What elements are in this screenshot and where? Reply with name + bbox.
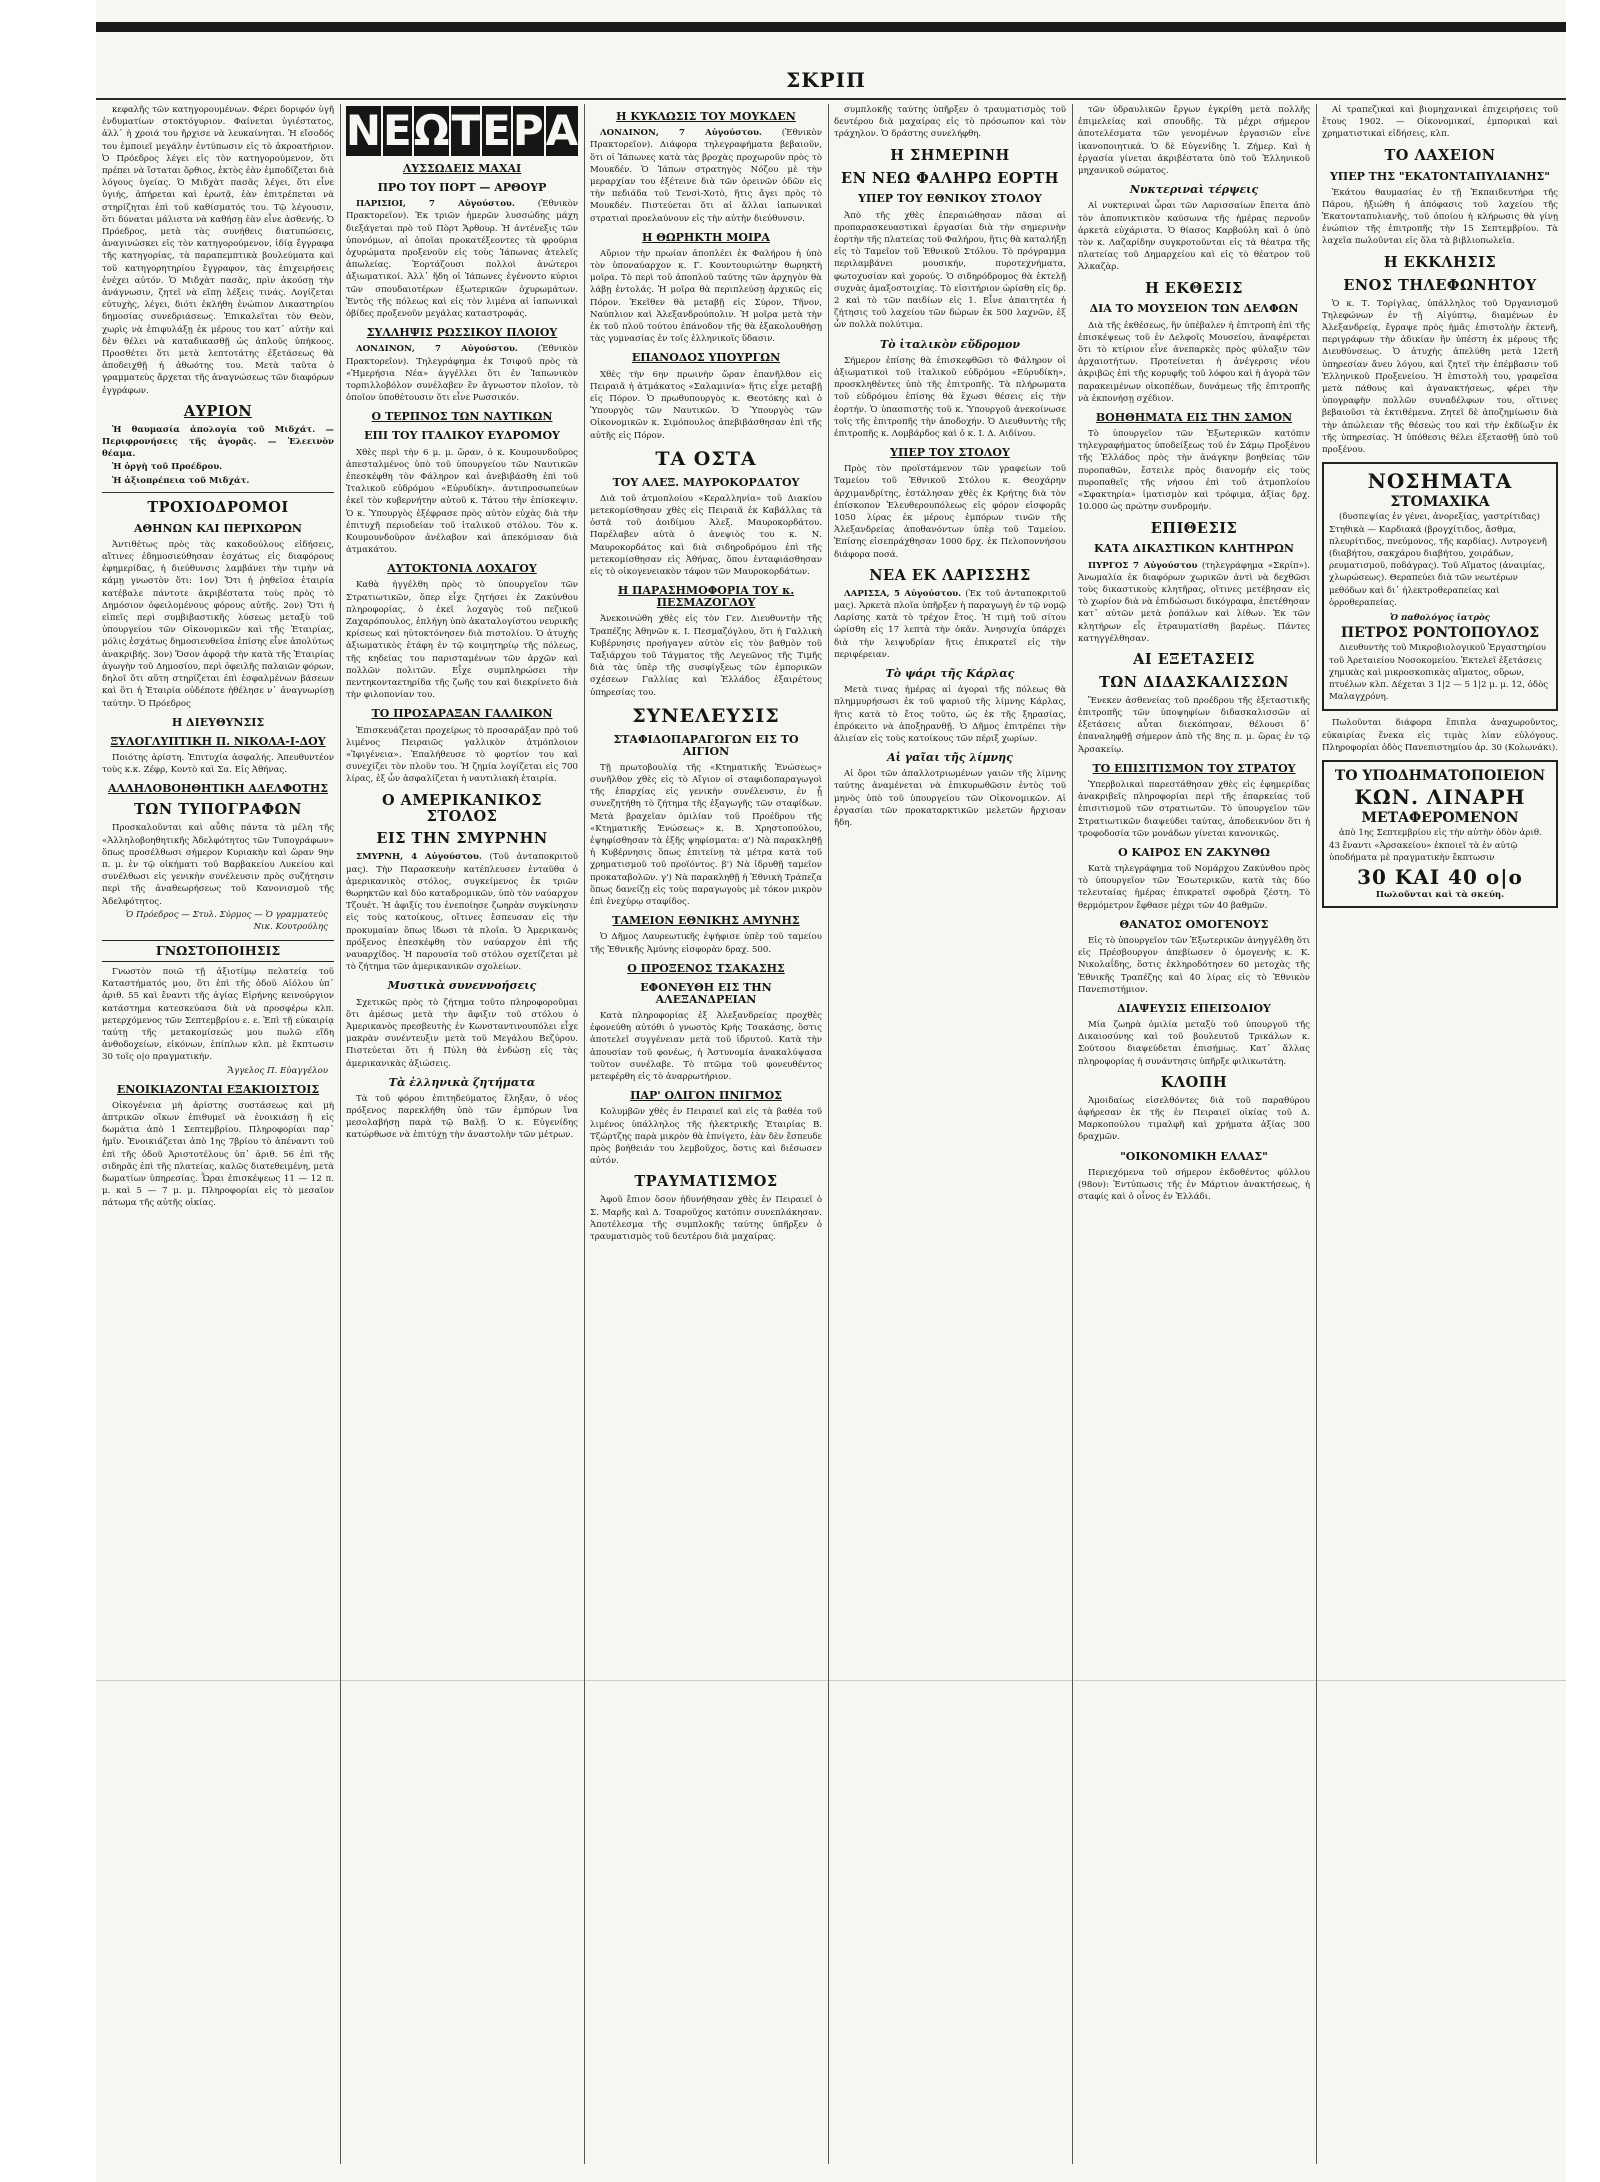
article-text: Ποιότης ἀρίστη. Ἐπιτυχία ἀσφαλής. Ἀπευθυντέον τοὺς κ.κ. Ζέφρ, Κοντὸ καὶ Σα. Εἰς Ἀθήνας. (102, 752, 334, 776)
article-text: Αὔριον τὴν πρωίαν ἀποπλέει ἐκ Φαλήρου ἡ ὑπὸ τὸν ὑποναύαρχον κ. Γ. Κουντουριώτην θωρηκτὴ μοῖρα. Τὸ περὶ τοῦ ἀποπλοῦ ταύτης τῶν ἀρχηγὸν θὰ λάβῃ ἐντολάς. Ἡ μοῖρα θὰ περιπλεύσῃ ἀρχικῶς εἰς Πόρον. Ἐκεῖθεν θὰ μεταβῇ εἰς Σύρον, Τῆνον, Ναύπλιον καὶ Ἀλεξανδρούπολιν. Ἡ μοῖρα μετὰ τὴν ἐκ τοῦ πλοῦ τούτου ἐπάνοδον τῆς θὰ ἐξακολουθήσῃ τὰς γυμνασίας ἐν τοῖς ἑλληνικοῖς ὕδασιν. (590, 248, 822, 345)
column-6 (1322, 104, 1558, 2164)
ad-headline: ΝΟΣΗΜΑΤΑ (1367, 469, 1513, 494)
top-rule (96, 22, 1566, 32)
article-headline: ΥΠΕΡ ΤΟΥ ΣΤΟΛΟΥ (890, 446, 1010, 460)
article-headline: ΑΛΛΗΛΟΒΟΗΘΗΤΙΚΗ ΑΔΕΛΦΟΤΗΣ (108, 782, 328, 796)
article-headline: ΛΥΣΣΩΔΕΙΣ ΜΑΧΑΙ (402, 162, 522, 175)
title-letter: Ε (383, 106, 412, 155)
article-headline: Ο ΑΜΕΡΙΚΑΝΙΚΟΣ ΣΤΟΛΟΣ (381, 791, 543, 825)
article-text: Προσκαλοῦνται καὶ αὖθις πάντα τὰ μέλη τῆς «Ἀλληλοβοηθητικῆς Ἀδελφότητος τῶν Τυπογράφων» ὅπως προσέλθωσι σήμερον Κυριακὴν καὶ ὥραν 9ην π. μ. ἐν τῷ οἰκήματι τοῦ Βαρβακείου Λυκείου καὶ συνέλθωσι εἰς γενικὴν συνέλευσιν πρὸς συζήτησιν περὶ τῆς ἀναθεωρήσεως τοῦ Κανονισμοῦ τῆς Ἀδελφότητος. (102, 823, 334, 907)
column-3 (590, 104, 822, 2164)
column-separator (340, 104, 341, 2164)
column-separator (828, 104, 829, 2164)
article-subheadline: ΠΡΟ ΤΟΥ ΠΟΡΤ — ΑΡΘΟΥΡ (377, 181, 547, 195)
title-letter: Ω (413, 106, 450, 155)
ad-subheadline: ΜΕΤΑΦΕΡΟΜΕΝΟΝ (1361, 810, 1519, 827)
article-text: Ἡ θαυμασία ἀπολογία τοῦ Μιδχάτ. — Περιφρονήσεις τῆς ἀγορᾶς. — Ἐλεεινὸν θέαμα. (102, 424, 334, 460)
article-text: Ὁ Δῆμος Λαυρεωτικῆς ἐψήφισε ὑπὲρ τοῦ ταμείου τῆς Ἐθνικῆς Ἀμύνης εἰσφορὰν δραχ. 500. (590, 932, 822, 955)
article-headline: ΔΙΑΨΕΥΣΙΣ ΕΠΕΙΣΟΔΙΟΥ (1117, 1001, 1271, 1015)
article-text: (Ἐθνικὸν Πρακτορεῖον). Ἐκ τριῶν ἡμερῶν λυσσώδης μάχη διεξάγεται πρὸ τοῦ Πὸρτ Ἄρθουρ. Ἡ ἀντένεξις τῶν ὑπονόμων, αἱ ὁποῖαι προκατέξεοντες τὰ φρούρια ὁχυρώματα προξενοῦν εἰς τοὺς Ἰάπωνας ἀτελεῖς ἀπωλείας. Ἑορτάζουσι πολλοὶ ἀνώτεροι ἀξιωματικοί. Ἀλλ᾽ ἤδη οἱ Ἰάπωνες ἐγένοντο κύριοι τῶν σπουδαιοτέρων ἐξωτερικῶν ὀχυρωμάτων. Ἐντὸς τῆς πόλεως καὶ εἰς τὸν λιμένα αἱ ἰαπωνικαὶ ὀβίδες προξενοῦν μεγάλας καταστροφάς. (346, 199, 578, 320)
article-text: Κατὰ τηλεγράφημα τοῦ Νομάρχου Ζακύνθου πρὸς τὸ ὑπουργεῖον τῶν Ἐσωτερικῶν, κατὰ τὰς δύο τελευταίας ἡμέρας ἐπικρατεῖ σφοδρὰ ζέστη. Τὸ θερμόμετρον ἔφθασε μέχρι τῶν 40 βαθμῶν. (1078, 864, 1310, 911)
column-separator (1316, 104, 1317, 2164)
article-text: Ἀμοιδαίως εἰσελθόντες διὰ τοῦ παραθύρου ἀφήρεσαν ἐκ τῆς ἐν Πειραιεῖ οἰκίας τοῦ Δ. Μαρκοπούλου τιμαλφῆ καὶ χρήματα ἀξίας 300 δραχμῶν. (1078, 1095, 1310, 1143)
column-separator (584, 104, 585, 2164)
article-text: (Ἐθνικὸν Πρακτορεῖον). Τηλεγράφημα ἐκ Τσιφοῦ πρὸς τὰ «Ἡμερήσια Νέα» ἀγγέλλει ὅτι ἐν Ἰαπωνικὸν τορπιλλοβόλον συνέλαβεν ἓν ἄγνωστον πλοῖον, τὸ ὁποῖον ὑποθέτουσιν ὅτι εἶνε Ρωσσικόν. (346, 344, 578, 404)
article-text: (Τοῦ ἀνταποκριτοῦ μας). Τὴν Παρασκευὴν κατέπλευσεν ἐνταῦθα ὁ ἀμερικανικὸς στόλος, συγκείμενος ἐκ τριῶν θωρηκτῶν καὶ δύο καταδρομικῶν, ὑπὸ τὸν ναύαρχον Τζουέτ. Ἡ ἀφιξίς του ἐνεποίησε ζωηρὰν συγκίνησιν εἰς τοὺς κατοίκους, οἵτινες ἔσπευσαν εἰς τὴν προκυμαίαν ὅπως ἴδωσι τὰ πλοῖα. Ὁ Ἀμερικανὸς πρόξενος ἐπεσκέφθη τὸν ναύαρχον ἐπὶ τῆς ναυαρχίδος. Ἡ παρουσία τοῦ στόλου σχετίζεται μὲ τὸ ζήτημα τῶν ἀμερικανικῶν σχολείων. (346, 852, 578, 973)
ad-text: (δυσπεψίας ἐν γένει, ἀνορεξίας, γαστρίτιδας) Στηθικὰ — Καρδιακά (βρογχίτιδος, ἄσθμα, πλευρίτιδος, πνεύμονος, τῆς καρδίας). Λυτρογενῆ (διαβήτου, σακχάρου διαβήτου, χοιράδων, ρευματισμοῦ, ποδάγρας). Τοῦ Αἵματος (ἀναιμίας, χλωρώσεως). Θεραπεύει διὰ τῶν νεωτέρων μεθόδων καὶ δι᾽ ἠλεκτροθεραπείας καὶ ὁρροθεραπείας. (1329, 512, 1547, 608)
medical-advertisement (1322, 462, 1558, 711)
article-headline: ΕΠΙΘΕΣΙΣ (1150, 519, 1238, 537)
article-subheadline: Αἱ γαῖαι τῆς λίμνης (887, 751, 1013, 765)
newspaper-page (96, 0, 1566, 2182)
article-subheadline: ΕΙΣ ΤΗΝ ΣΜΥΡΝΗΝ (376, 830, 548, 848)
signature: Ἄγγελος Π. Εὐαγγέλου (227, 1065, 328, 1076)
article-headline: ΤΑΜΕΙΟΝ ΕΘΝΙΚΗΣ ΑΜΥΝΗΣ (612, 914, 800, 928)
article-subheadline: ΕΠΙ ΤΟΥ ΙΤΑΛΙΚΟΥ ΕΥΔΡΟΜΟΥ (364, 429, 560, 443)
article-headline: ΚΛΟΠΗ (1160, 1073, 1228, 1091)
column-5 (1078, 104, 1310, 2164)
article-subheadline: ΕΦΟΝΕΥΘΗ ΕΙΣ ΤΗΝ ΑΛΕΞΑΝΔΡΕΙΑΝ (640, 980, 772, 1006)
signature: Ὁ Πρόεδρος — Στυλ. Σύρμος — Ὁ γραμματεὺς Νικ. Κουτρούλης (125, 909, 328, 932)
article-headline: ΑΥΤΟΚΤΟΝΙΑ ΛΟΧΑΓΟΥ (387, 562, 537, 576)
article-text: Κατὰ πληροφορίας ἐξ Ἀλεξανδρείας προχθὲς ἐφονεύθη αὐτόθι ὁ γνωστὸς Κρὴς Τσακάσης, ὃστις ἀποτελεῖ συγγένειαν μετὰ τοῦ ἰδρυτοῦ. Κατὰ τὴν ἀπουσίαν τοῦ φονέως, ἡ Ἀστυνομία ἀνακαλύψασα τοῦτον συνέλαβε. Τὸ πτῶμα τοῦ φονευθέντος μετεφέρθη εἰς τὸ ἀναρρωτήριον. (590, 1011, 822, 1083)
article-headline: Η ΘΩΡΗΚΤΗ ΜΟΙΡΑ (642, 230, 770, 244)
article-subheadline: Μυστικὰ συνεννοήσεις (387, 979, 537, 993)
article-headline: Ο ΤΕΡΠΝΟΣ ΤΩΝ ΝΑΥΤΙΚΩΝ (371, 410, 553, 424)
article-text: Περιεχόμενα τοῦ σήμερον ἐκδοθέντος φύλλου (98ον): Ἐντύπωσις τῆς ἐν Μάρτιον ἀνακτήσεως, ἡ σταφίς καὶ ὁ οἶνος ἐν Ἑλλάδι. (1078, 1167, 1310, 1203)
article-headline: ΕΝΟΙΚΙΑΖΟΝΤΑΙ ΕΞΑΚΙΟΙΣΤΟΙΣ (116, 1082, 320, 1096)
article-text: Ἡ ἀξιοπρέπεια τοῦ Μιδχάτ. (112, 475, 250, 486)
article-headline: Η ΕΚΘΕΣΙΣ (1145, 279, 1243, 297)
title-letter: Τ (451, 106, 481, 155)
article-headline: Ο ΚΑΙΡΟΣ ΕΝ ΖΑΚΥΝΘΩ (1118, 845, 1270, 859)
article-text: Κολυμβῶν χθὲς ἐν Πειραιεῖ καὶ εἰς τὰ βαθέα τοῦ λιμένος ὑπάλληλος τῆς ἠλεκτρικῆς Ἑταιρίας Β. Τζώρτζης παρὰ μικρὸν θὰ ἐπνίγετο, ἐὰν δὲν ἔσπευδε πρὸς βοήθειάν του λεμβοῦχος, ὅστις καὶ διέσωσεν αὐτόν. (590, 1107, 822, 1167)
ad-label: Ὁ παθολόγος ἰατρὸς (1389, 612, 1490, 623)
article-subheadline: ΤΩΝ ΤΥΠΟΓΡΑΦΩΝ (134, 801, 302, 819)
article-text: Ἕνεκεν ἀσθενείας τοῦ προέδρου τῆς ἐξεταστικῆς ἐπιτροπῆς τῶν ὑποψηφίων διδασκαλισσῶν αἱ ἐξετάσεις αὗται διεκόπησαν, θέλουσι δ᾽ ἐπαναληφθῇ σήμερον ἀπὸ τῆς 8ης π. μ. ὥρας ἐν τῷ Ἀρσακείῳ. (1078, 695, 1310, 755)
article-headline: ΤΡΑΥΜΑΤΙΣΜΟΣ (634, 1173, 778, 1191)
article-text: Ὁ κ. Τ. Τορίγλας, ὑπάλληλος τοῦ Ὀργανισμοῦ Τηλεφώνων ἐν τῇ Αἰγύπτῳ, διαμένων ἐν Ἀλεξανδρείᾳ, ἔγραψε πρὸς ἡμᾶς ἐπιστολὴν ἐκτενῆ, περιγράφων τὴν ἀδικίαν ἣν ὑπέστη ἐκ μέρους τῆς Διευθύνσεως. Ὁ ἀτυχὴς ἀπελύθη μετὰ 12ετῆ ὑπηρεσίαν ἄνευ λόγου, καὶ ζητεῖ τὴν ἐπέμβασιν τοῦ Ἑλληνικοῦ Προξενείου. Ἡ ἐπιστολὴ του, γραφεῖσα μετὰ πάθους καὶ ἀγανακτήσεως, φέρει τὴν ὑπογραφὴν πολλῶν συναδέλφων του, οἵτινες βεβαιοῦσι τὰ ἐκτιθέμενα. Ζητεῖ δὲ ἀποζημίωσιν διὰ τὴν ἀπώλειαν τῆς θέσεώς του καὶ τὴν ἐκδίωξιν ἐκ τῆς ὑπηρεσίας. Ἡ ὑπόθεσις θέλει ἐξετασθῇ ὑπὸ τοῦ προξένου. (1322, 298, 1558, 455)
article-text: Ἐπισκευάζεται προχείρως τὸ προσαράξαν πρὸ τοῦ λιμένος Πειραιῶς γαλλικὸν ἀτμόπλοιον «Ἰφιγένεια». Ἐπαλήθευσε τὸ φορτίον του καὶ συνεχίζει τὸν πλοῦν του. Ἡ ζημία λογίζεται εἰς 700 λίρας, ἐξ ὧν ἀσφαλίζεται ἡ ναυτιλιακὴ ἑταιρία. (346, 725, 578, 785)
article-text: Τὸ ὑπουργεῖον τῶν Ἐξωτερικῶν κατόπιν τηλεγραφήματος ὑποδείξεως τοῦ ἐν Σάμῳ Προξένου τῆς Ἑλλάδος πρὸς τὴν ἀνάγκην βοηθείας τῶν πυροπαθῶν, ἔστειλε πρὸς διανομὴν εἰς τοὺς πυροπαθεῖς τῆς νήσου ἐπὶ τοῦ ἀτμοπλοίου «Σφακτηρία» ἰματισμὸν καὶ τρόφιμα, ἀξίας δρχ. 10.000 ὡς πρώτην συνδρομήν. (1078, 429, 1310, 513)
title-letter: Ε (482, 106, 511, 155)
article-text: Αἱ νυκτεριναὶ ὧραι τῶν Λαρισσαίων ἔπειτα ἀπὸ τὸν ἀποπνικτικὸν καύσωνα τῆς ἡμέρας περνοῦν ἀρκετὰ εὐχάριστα. Ὁ θίασος Καρβούλη καὶ ὁ ὑπὸ τὸν κ. Λαζαρίδην συγκροτοῦνται εἰς τὰ θέατρα τῆς πλατείας τοῦ Δημαρχείου καὶ εἰς τὸ θέατρον τοῦ Ἀλκαζὰρ. (1078, 201, 1310, 273)
column-separator (1072, 104, 1073, 2164)
article-subheadline: ΑΘΗΝΩΝ ΚΑΙ ΠΕΡΙΧΩΡΩΝ (134, 521, 302, 535)
article-text: Αἱ τραπεζικαὶ καὶ βιομηχανικαὶ ἐπιχειρήσεις τοῦ ἔτους 1902. — Οἰκονομικαί, ἐμπορικαὶ καὶ χρηματιστικαὶ εἰδήσεις, κλπ. (1322, 105, 1558, 140)
article-text: Οἰκογένεια μὴ ἀρίστης συστάσεως καὶ μὴ ἀπτρικῶν οἴκων ἐπιθυμεῖ νὰ ἐνοικιάσῃ ἢ εἰς δωμάτια ἀπὸ 1 Σεπτεμβρίου. Πληροφορίαι παρ᾽ ἡμῖν. Ἐνοικιάζεται ἀπὸ 1ης 7βρίου τὸ ἀπέναντι τοῦ ἐπὶ τῆς ὁδοῦ Ἀριστοτέλους ὑπ᾽ ἀριθ. 56 ἐπὶ τῆς σιδηρᾶς ἐπὶ τῆς πλατείας, καλῶς διατεθειμένη, μετὰ δωματίων ὑπηρεσίας. Ὧραι ἐπισκέψεως 11 — 12 π. μ. καὶ 5 — 7 μ. μ. Πληροφορίαι εἰς τὸ μεσαῖον πάτωμα τῆς αὐτῆς οἰκίας. (102, 1100, 334, 1209)
article-text: Ἀντιθέτως πρὸς τὰς κακοδούλους εἰδήσεις, αἵτινες ἐδημοσιεύθησαν ἐσχάτως εἰς διαφόρους ἐφημερίδας, ἡ διεύθυνσις λαμβάνει τὴν τιμὴν νὰ κάμῃ γνωστὸν ὅτι: 1ον) Ὅτι ἡ ῥηθεῖσα ἑταιρία κατέβαλε πάντοτε ἀκριβέστατα τοὺς πρὸς τὸ Δημόσιον ὀφειλομένους φόρους αὐτῆς. 2ον) Ὅτι ἡ εἰπεῖς περὶ συμβιβαστικῆς λύσεως μεταξὺ τοῦ ὑπουργείου τῶν Οἰκονομικῶν καὶ τῆς Ἑταιρίας, μόλις ἐσχάτως δημοσιευθεῖσα ἐπίσης εἶνε ἀπολύτως ἀνακριβής. 3ον) Ὅσον ἀφορᾷ τὴν κατὰ τῆς Ἑταιρίας ἀγωγὴν τοῦ Δημοσίου, περὶ ὀφειλῆς παλαιῶν φόρων, δηλοῖ ὅτι αὕτη στηρίζεται ἐπὶ ἐσφαλμένων βάσεων καὶ ὅτι ἡ Ἑταιρία οὐδέποτε ἠθέλησε ν᾽ ἀναγνωρίσῃ ταύτην. Ὁ Πρόεδρος (102, 539, 334, 709)
article-text: Σχετικῶς πρὸς τὸ ζήτημα τοῦτο πληροφοροῦμαι ὅτι ἀμέσως μετὰ τὴν ἄφιξιν τοῦ στόλου ὁ Ἀμερικανὸς πρεσβευτὴς ἐν Κωνσταντινουπόλει εἶχε μακρὰν συνέντευξιν μετὰ τοῦ Μεγάλου Βεζύρου. Πιστεύεται ὅτι ἡ Πύλη θὰ ἐνδώσῃ εἰς τὰς ἀμερικανικὰς ἀξιώσεις. (346, 997, 578, 1069)
article-text: Διὰ τοῦ ἀτμοπλοίου «Κεραλληνία» τοῦ Διακίου μετεκομίσθησαν χθὲς εἰς Πειραιᾶ ἐκ Καβάλλας τὰ ὀστᾶ τοῦ ἀοιδίμου Ἀλεξ. Μαυροκορδάτου. Παρέλαβεν αὐτὰ ὁ ἀνεψιὸς του κ. Ν. Μαυροκορδάτος καὶ διὰ σιδηροδρόμου ἐπὶ τῆς μετεκομίσθησαν εἰς Ἀθήνας, ὅπου ἐνταφιάσθησαν εἰς τὸ οἰκογενειακὸν τάφον τῶν Μαυροκορδάτων. (590, 493, 822, 577)
article-text: Εἰς τὸ ὑπουργεῖον τῶν Ἐξωτερικῶν ἀνηγγέλθη ὅτι εἰς Πρέσβουργον ἀπεβίωσεν ὁ ὁμογενὴς κ. Κ. Νικολαΐδης, ὅστις ἐκληροδότησεν 60 μετοχὰς τῆς Ἐθνικῆς Τραπέζης καὶ 40 λίρας εἰς τὸ Ἐθνικὸν Πανεπιστήμιον. (1078, 935, 1310, 995)
article-text: Γνωστὸν ποιῶ τῇ ἀξιοτίμῳ πελατείᾳ τοῦ Καταστήματός μου, ὅτι ἐπὶ τῆς ὁδοῦ Αἰόλου ὑπ᾽ ἀριθ. 55 καὶ ἔναντι τῆς ἁγίας Εἰρήνης κεινούργιον κατάστημα κατεσκεύασα διὰ νὰ προσφέρω κλπ. μετερχόμενος τῶν Σεπτεμβρίου ε. ε. Ἐπὶ τῇ εὐκαιρίᾳ ταύτῃ τῆς μετακομίσεώς μου πωλῶ εἴδη ἀνθοδοχείων, εἰκόνων, ἐπίπλων κλπ. μὲ ἔκπτωσιν 30 τοῖς ο|ο πραγματικήν. (102, 966, 334, 1063)
article-text: Ἀφοῦ ἔπιον ὅσον ἠδυνήθησαν χθὲς ἐν Πειραιεῖ ὁ Σ. Μαρῆς καὶ Δ. Τσαροῦχος κατόπιν συνεπλάκησαν. Ἀποτέλεσμα τῆς συμπλοκῆς ταύτης ὑπῆρξεν ὁ τραυματισμὸς τοῦ δευτέρου διὰ μαχαίρας. (590, 1195, 822, 1242)
article-headline: Η ΠΑΡΑΣΗΜΟΦΟΡΙΑ ΤΟΥ κ. ΠΕΣΜΑΖΟΓΛΟΥ (617, 584, 795, 610)
article-subheadline: ΣΤΑΦΙΔΟΠΑΡΑΓΩΓΩΝ ΕΙΣ ΤΟ ΑΙΓΙΟΝ (613, 732, 799, 758)
article-text: Ἀπὸ τῆς χθὲς ἐπεραιώθησαν πᾶσαι αἱ προπαρασκευαστικαὶ ἐργασίαι διὰ τὴν σημερινὴν ἑορτὴν τῆς πλατείας τοῦ Φαλήρου, ἥτις θὰ καταλήξῃ εἰς τὸ Ταμεῖον τοῦ Ἐθνικοῦ Στόλου. Τὸ πρόγραμμα περιλαμβάνει μουσικήν, πυροτεχνήματα, φωτοχυσίαν καὶ χορούς. Ὁ σιδηρόδρομος θὰ ἐκτελῇ συχνὰς ἀμαξοστοιχίας. Τὸ εἰσιτήριον ὡρίσθη εἰς δρ. 2 καὶ τὸ τῶν παιδίων εἰς 1. Εἶνε ἀπαιτητέα ἡ ζήτησις τοῦ λαχείου τῶν δώρων ἐκ 500 λαχνῶν, ἐξ ὧν πολλὰ πολύτιμα. (834, 210, 1066, 331)
title-letter: Ρ (512, 106, 544, 155)
dateline: ΛΑΡΙΣΣΑ, 5 Αὐγούστου. (844, 588, 962, 599)
article-text: (Ἐκ τοῦ ἀνταποκριτοῦ μας). Ἀρκετὰ πλοῖα ὑπῆρξεν ἡ παραγωγὴ ἐν τῷ νομῷ Λαρίσης κατὰ τὸ τρέχον ἔτος. Ἡ τιμὴ τοῦ σίτου ὡρίσθη εἰς 17 λεπτὰ τὴν ὀκᾶν. Ἀνησυχία ὑπάρχει διὰ τὴν λειψυδρίαν ἥτις ἐπικρατεῖ εἰς τὴν περιφέρειαν. (834, 588, 1066, 660)
article-headline: ΒΟΗΘΗΜΑΤΑ ΕΙΣ ΤΗΝ ΣΑΜΟΝ (1095, 410, 1293, 424)
article-text: Διὰ τῆς ἐκθέσεως, ἣν ὑπέβαλεν ἡ ἐπιτροπὴ ἐπὶ τῆς ἐπισκέψεως τοῦ ἐν Δελφοῖς Μουσείου, ἀναφέρεται ὅτι τὸ κτίριον εἶνε ἀνεπαρκὲς πρὸς φύλαξιν τῶν ἀρχαιοτήτων. Προτείνεται ἡ ἀνέγερσις νέου ἀκριβῶς ἐπὶ τῆς κορυφῆς τοῦ λόφου καὶ ἡ ἀγορὰ τῶν παρακειμένων οἰκοπέδων, δυνάμεως τῆς ἐπιτροπῆς νὰ ἐκπονήσῃ σχέδιον. (1078, 320, 1310, 404)
article-text: Χθὲς τὴν 6ην πρωινὴν ὥραν ἐπανῆλθον εἰς Πειραιᾶ ἡ ἀτμάκατος «Σαλαμινία» ἥτις εἶχε μεταβῇ εἰς Πόρον. Ὁ πρωθυπουργὸς κ. Θεοτόκης καὶ ὁ Ὑπουργὸς τῶν Ναυτικῶν. Ὁ Ὑπουργὸς τῶν Οἰκονομικῶν κ. Σιμόπουλος ἀπεβιβάσθησαν ἐπὶ τῆς αὐτῆς εἰς Πόρον. (590, 369, 822, 441)
section-heading: ΑΥΡΙΟΝ (183, 402, 253, 420)
article-subheadline: Τὰ ἑλληνικὰ ζητήματα (388, 1075, 536, 1089)
masthead: ΣΚΡΙΠ (786, 68, 866, 92)
article-text: κεφαλῆς τῶν κατηγορουμένων. Φέρει δοριφόν ὑγῆ ἐνδυματίων στοκτόγυριον. Φαίνεται ὑγιέστατος, ἀλλ᾽ ἡ χροιά του ἤρχισε νὰ λευκαίνηται. Ἡ εἴσοδός του ἐμποιεῖ μεγάλην ἐντύπωσιν εἰς τὸ ἀκροατήριον. Ὁ Πρόεδρος λέγει εἰς τὸν κατηγορούμενον, ὅτι πρέπει νὰ ἵσταται ὄρθιος, ἐκτὸς ἐὰν ἐμποδίζεται διὰ λόγους ὑγείας. Ὁ Μιδχὰτ πασᾶς λέγει, ὅτι εἶνε ὑγιής, ἀπήρεται καὶ ἐρωτᾷ, ἐὰν ἐπιτρέπεται νὰ στηρίζηται ἐπὶ τοῦ καθίσματός του. Τῷ λέγουσιν, ὅτι δύναται μάλιστα νὰ καθήσῃ ἐὰν εἶνε ἀσθενής. Ὁ Πρόεδρος, μετὰ τὰς συνήθεις διατυπώσεις, ἀναγινώσκει εἰς τὸν κατηγορούμενον, ἰδίᾳ ἔγγραφα τῆς κατηγορίας, τὰ παραπεμπτικὰ βουλεύματα καὶ τοῦ κατηγορητηρίου ἔγγραφον, τὰς ἐπιχειρήσεις ἐνέχει αὐτόν. Ὁ Μιδχὰτ πασᾶς, πρὶν ἀκούσῃ τὴν ἀνάγνωσιν, ζητεῖ νὰ εἴπῃ λέξεις τινάς. Λογίζεται εὐτυχὴς, λέγει, διότι ἐκλήθη ἐνώπιον Δικαστηρίου δημοσίας συνεδριάσεως. Ἐπικαλεῖται τὸν Θεὸν, χωρὶς νὰ ἐπιφυλάξῃ ἐκ μέρους του κατ᾽ αὐτὴν καὶ δὲν θέλει νὰ καταδικασθῇ ὡς ἀπλοῦς ὑπήκοος. Προσθέτει ὅτι μετὰ λεπτοτάτης ἐξετάσεως θὰ ἀποδειχθῇ ἡ ἀθωότης του. Μετὰ ταῦτα ὁ γραμματεὺς ἄρχεται τῆς ἀναγνώσεως τῶν διαφόρων ἐγγράφων. (102, 105, 334, 396)
article-subheadline: ΚΑΤΑ ΔΙΚΑΣΤΙΚΩΝ ΚΛΗΤΗΡΩΝ (1094, 542, 1294, 556)
article-text: Πωλοῦνται διάφορα ἔπιπλα ἀναχωροῦντος, εὐκαιρίας ἕνεκα εἰς τιμὰς λίαν εὐλόγους. Πληροφορίαι ὁδὸς Πανεπιστημίου ἀρ. 30 (Κολωνάκι). (1322, 718, 1558, 753)
article-subheadline: Τὸ ἰταλικὸν εὔδρομον (880, 337, 1020, 351)
dateline: ΠΑΡΙΣΙΟΙ, 7 Αὐγούστου. (356, 199, 515, 210)
article-headline: ΑΙ ΕΞΕΤΑΣΕΙΣ (1133, 650, 1255, 668)
article-text: τῶν ὑδραυλικῶν ἔργων ἐγκρίθη μετὰ πολλῆς ἐπιμελείας καὶ σπουδῆς. Τὰ μέχρι σήμερον ἀποτελέσματα τῶν γενομένων ἐργασιῶν εἶνε ἱκανοποιητικά. Ὁ δὲ Εὐγενίδης Ἰ. Ζήμερ. Καὶ ἡ ἐργασία γίνεται ἀκριβέστατα ὑπὸ τοῦ Ἑλληνικοῦ μηχανικοῦ σώματος. (1078, 105, 1310, 177)
article-headline: ΣΥΝΕΛΕΥΣΙΣ (632, 704, 780, 727)
article-headline: ΤΟ ΛΑΧΕΙΟΝ (1384, 146, 1496, 164)
article-subheadline: ΕΝ ΝΕΩ ΦΑΛΗΡΩ ΕΟΡΤΗ (841, 169, 1059, 187)
article-headline: Η ΕΚΚΛΗΣΙΣ (1383, 253, 1497, 271)
article-subheadline: ΥΠΕΡ ΤΗΣ "ΕΚΑΤΟΝΤΑΠΥΛΙΑΝΗΣ" (1329, 169, 1551, 183)
article-text: Χθὲς περὶ τὴν 6 μ. μ. ὥραν, ὁ κ. Κουμουνδοῦρος ἀπεσταλμένος ὑπὸ τοῦ ὑπουργείου τῶν Ναυτικῶν ἐπεσκέφθη τὸν Φάληρον καὶ ἀνεβιβάσθη ἐπὶ τοῦ Ἰταλικοῦ εὐδρόμου «Εὐρυδίκη». ἀντιπροσωπεύων ἐκεῖ τὸν κυβερνήτην αὐτοῦ κ. Τάτου τὴν ἐπίσκεψιν. Ὁ κ. Ὑπουργὸς ἐξέφρασε πρὸς αὐτὸν εὐχὰς διὰ τὴν ἐπιτυχῆ περιοδείαν τοῦ ἰταλικοῦ στόλου. Τὸν κ. Κουμουνδοῦρον ἀνέλαβον καὶ ἀπεκόμισαν διὰ ἀτμακάτου. (346, 447, 578, 556)
article-text: Ἡ ὀργὴ τοῦ Προέδρου. (112, 462, 223, 473)
article-subheadline: ΤΩΝ ΔΙΔΑΣΚΑΛΙΣΣΩΝ (1099, 673, 1289, 691)
article-text: Πρὸς τὸν προϊστάμενον τῶν γραφείων τοῦ Ταμείου τοῦ Ἐθνικοῦ Στόλου κ. Θεοχάρην ἀρχιμανδρίτης, ἐστάλησαν χθὲς ἐκ Κρήτης διὰ τὸν ἐπίσκοπον Ἐλευθερουπόλεως εἰς φόρον εἰσφορᾶς 1050 λίρας ἐκ μέρους ἐμπόρων τινῶν τῆς Ἀλεξανδρείας ἀποθανόντων ὑπὲρ τοῦ Ταμείου. Ἐπίσης εἰσεπράχθησαν 1000 δρχ. ἐκ Πελοποννήσου διάφορα ποσά. (834, 464, 1066, 560)
article-headline: ΤΡΟΧΙΟΔΡΟΜΟΙ (147, 498, 289, 516)
header-rule (96, 98, 1566, 100)
signature: Η ΔΙΕΥΘΥΝΣΙΣ (171, 715, 265, 729)
article-headline: ΠΑΡ' ΟΛΙΓΟΝ ΠΝΙΓΜΟΣ (630, 1089, 782, 1103)
article-text: Μετὰ τινας ἡμέρας αἱ ἀγοραὶ τῆς πόλεως θὰ πλημμυρήσωσι ἐκ τοῦ ψαριοῦ τῆς λίμνης Κάρλας, ἥτις κατὰ τὸ ἔτος τοῦτο, ὡς ἐκ τῆς ξηρασίας, ἐπρόκειτο νὰ ἀποξηρανθῇ. Ὁ Δῆμος ἐπιτρέπει τὴν ἀλιείαν εἰς τοὺς κατοίκους τῶν πέριξ χωρίων. (834, 685, 1066, 744)
shoe-shop-advertisement (1322, 760, 1558, 908)
article-headline: ΣΥΛΛΗΨΙΣ ΡΩΣΣΙΚΟΥ ΠΛΟΙΟΥ (366, 326, 558, 340)
ad-name: ΚΩΝ. ΛΙΝΑΡΗ (1354, 785, 1526, 810)
article-text: (τηλεγράφημα «Σκρίπ»). Ἀνωμαλία ἐκ διαφόρων χωρικῶν ἀντὶ νὰ δεχθῶσι τοὺς δικαστικοὺς κλητῆρας, οἵτινες μετέβησαν εἰς τὸ χωρίον διὰ νὰ ἐπιδώσωσι δικόγραφα, ἐπετέθησαν κατ᾽ αὐτῶν μετὰ ῥοπάλων καὶ λίθων. Ἐκ τῶν κλητήρων εἷς ἐτραυματίσθη βαρέως. Πάντες κατηγγέλθησαν. (1078, 560, 1310, 644)
article-headline: "ΟΙΚΟΝΟΜΙΚΗ ΕΛΛΑΣ" (1120, 1149, 1268, 1163)
article-headline: ΞΥΛΟΓΛΥΠΤΙΚΗ Π. ΝΙΚΟΛΑ-Ι-ΔΟΥ (110, 734, 326, 748)
article-text: συμπλοκῆς ταύτης ὑπῆρξεν ὁ τραυματισμὸς τοῦ δευτέρου διὰ μαχαίρας εἰς τὸ πρόσωπον καὶ τὸν τράχηλον. Ὁ δράστης συνελήφθη. (834, 105, 1066, 140)
article-text: Ὑπερβολικαὶ παρεστάθησαν χθὲς εἰς ἐφημερίδας ἀνακριβεῖς πληροφορίαι περὶ τῆς ἐπαρκείας τοῦ ἐπισιτισμοῦ τῶν στρατιωτῶν. Τὸ ὑπουργεῖον τῶν Στρατιωτικῶν διαψεύδει ταύτας, ἀποδεικνύον ὅτι ἡ τροφοδοσία τῶν μονάδων γίνεται κανονικῶς. (1078, 779, 1310, 839)
section-title-neotera (346, 106, 578, 156)
title-letter: Ν (346, 106, 382, 155)
dateline: ΣΜΥΡΝΗ, 4 Αὐγούστου. (356, 852, 482, 863)
ad-text: Διευθυντὴς τοῦ Μικροβιολογικοῦ Ἐργαστηρίου τοῦ Ἀρεταιείου Νοσοκομείου. Ἐκτελεῖ ἐξετάσεις χημικὰς καὶ μικροσκοπικὰς αἵματος, οὔρων, πτυέλων κλπ. Δέχεται 3 1|2 — 5 1|2 μ. μ. 12, ὁδὸς Μαλαγχρόνη. (1329, 643, 1549, 703)
ad-headline: ΤΟ ΥΠΟΔΗΜΑΤΟΠΟΙΕΙΟΝ (1334, 768, 1546, 784)
column-2 (346, 104, 578, 2164)
title-letter: Α (545, 106, 578, 155)
article-headline: ΝΕΑ ΕΚ ΛΑΡΙΣΣΗΣ (869, 566, 1031, 584)
article-text: Τῇ πρωτοβουλίᾳ τῆς «Κτηματικῆς Ἑνώσεως» συνῆλθον χθὲς εἰς τὸ Αἴγιον οἱ σταφιδοπαραγωγοὶ τῆς ἐπαρχίας εἰς γενικὴν συνέλευσιν, ἐν ᾗ συνεζητήθη τὸ ζήτημα τῆς ἐξαγωγῆς τῶν σταφίδων. Μετὰ βραχεῖαν ὁμιλίαν τοῦ Προέδρου τῆς «Κτηματικῆς Ἑνώσεως» κ. Β. Χρηστοπούλου, ἐψηφίσθησαν τὰ ἑξῆς ψηφίσματα: α') Νὰ παρακληθῇ ἡ Κυβέρνησις ὅπως ἐπιτείνῃ τὰ μέτρα κατὰ τοῦ χρηματισμοῦ τοῦ προϊόντος. β') Νὰ ἱδρυθῇ ταμεῖον προκαταβολῶν. γ') Νὰ παρακληθῇ ἡ Ἐθνικὴ Τράπεζα ὅπως δανείζῃ εἰς τοὺς παραγωγοὺς μὲ τόκον μικρὸν ἐπὶ ἐνεχύρῳ σταφίδος. (590, 762, 822, 908)
divider (102, 492, 334, 493)
article-headline: ΘΑΝΑΤΟΣ ΟΜΟΓΕΝΟΥΣ (1119, 917, 1269, 931)
ad-subheadline: ΣΤΟΜΑΧΙΚΑ (1390, 494, 1490, 511)
article-text: Καθὰ ἠγγέλθη πρὸς τὸ ὑπουργεῖον τῶν Στρατιωτικῶν, ὅπερ εἶχε ζητήσει ἐκ Ζακύνθου πληροφορίας, ὁ ἐκεῖ λοχαγὸς τοῦ πεζικοῦ Ζαχαρόπουλος, ἐπλήγη ὑπὸ ἀκαταλογίστου νευρικῆς κρίσεως καὶ ηὐτοκτόνησεν διὰ πιστολίου. Ὁ ἀτυχὴς ἀξιωματικὸς ἐτάφη ἐν τῷ κοιμητηρίῳ τῆς πόλεως, τῆς κηδείας του παρισταμένων τῶν ἀρχῶν καὶ πολλῶν πολιτῶν. Εἶχε συμπληρώσει τὴν πεντηκονταετηρίδα τῆς ζωῆς του καὶ διεκρίνετο διὰ τὴν φιλοπονίαν του. (346, 580, 578, 701)
article-text: (Ἐθνικὸν Πρακτορεῖον). Διάφορα τηλεγραφήματα βεβαιοῦν, ὅτι οἱ Ἰάπωνες κατὰ τὰς βροχὰς προχωροῦν πρὸς τὸ Μουκδέν. Ὁ Ἰάπων στρατηγὸς Νόζου μὲ τὴν μεραρχίαν του ἐξέτεινε διὰ τῶν ὀρεινῶν ὁδῶν εἰς τὴν πεδιάδα τοῦ Τενσὶ-Χοτὸ, ἥτις ἄγει πρὸς τὸ Μουκδέν. Πιστεύεται ὅτι αἱ ἄλλαι ἰαπωνικαὶ στρατιαὶ προελαύνουν εἰς τὴν αὐτὴν διεύθυνσιν. (590, 128, 822, 224)
article-text: Τὰ τοῦ φόρου ἐπιτηδεύματος ἔληξαν, ὁ νέος πρόξενος παρεκλήθη ὑπὸ τῶν ἐμπόρων ἵνα μεσολαβήσῃ παρὰ τῷ Βαλῇ. Ὁ κ. Εὐγενίδης κατώρθωσε νὰ ἐπιτύχῃ τὴν ἀναστολὴν τῶν μέτρων. (346, 1093, 578, 1141)
article-subheadline: ΕΝΟΣ ΤΗΛΕΦΩΝΗΤΟΥ (1343, 276, 1537, 294)
article-text: Αἱ ὅροι τῶν ἀπαλλοτριωμένων γαιῶν τῆς λίμνης ταύτης ἀναμένεται νὰ ἐπικυρωθῶσιν ἐντὸς τοῦ μηνὸς ὑπὸ τοῦ ὑπουργείου τῶν Οἰκονομικῶν. Αἱ ἐργασίαι τῶν προκαταρκτικῶν μελετῶν ἤρχισαν ἤδη. (834, 769, 1066, 829)
article-headline: Η ΣΗΜΕΡΙΝΗ (890, 146, 1010, 164)
doctor-name: ΠΕΤΡΟΣ ΡΟΝΤΟΠΟΥΛΟΣ (1340, 625, 1540, 642)
article-text: Μία ζωηρὰ ὁμιλία μεταξὺ τοῦ ὑπουργοῦ τῆς Δικαιοσύνης καὶ τοῦ βουλευτοῦ Τρικάλων κ. Σούτσου διαψεύδεται ἐπισήμως. Κατ᾽ ἄλλας πληροφορίας ἡ συνάντησις ὑπῆρξε φιλικωτάτη. (1078, 1020, 1310, 1067)
article-text: Ἐκάτου θαυμασίας ἐν τῇ Ἐκπαιδευτήρα τῆς Πάρου, ἠξιώθη ἡ ἀπόφασις τοῦ λαχείου τῆς Ἐκατονταπυλιανῆς, τοῦ ὁποίου ἡ κλήρωσις θὰ γίνῃ ἐνώπιον τῆς ἐπιτροπῆς τὴν 15 Σεπτεμβρίου. Τὰ λαχεῖα πωλοῦνται εἰς ὅλα τὰ βιβλιοπωλεῖα. (1322, 187, 1558, 247)
column-1 (102, 104, 334, 2164)
column-4 (834, 104, 1066, 2164)
article-text: Ἀνεκοινώθη χθὲς εἰς τὸν Γεν. Διευθυντὴν τῆς Τραπέζης Ἀθηνῶν κ. Ι. Πεσμαζόγλου, ὅτι ἡ Γαλλικὴ Κυβέρνησις προήγαγεν αὐτὸν εἰς τὸν βαθμὸν τοῦ Ταξιάρχου τοῦ Τάγματος τῆς Λεγεῶνος τῆς Τιμῆς διὰ τὰς ὑπὲρ τῆς συσφίγξεως τῶν ἐμπορικῶν σχέσεων Γαλλίας καὶ Ἑλλάδος ἐξαιρέτους ὑπηρεσίας του. (590, 614, 822, 698)
ad-discount: 30 ΚΑΙ 40 ο|ο (1357, 864, 1523, 889)
article-text: Σήμερον ἐπίσης θὰ ἐπισκεφθῶσι τὸ Φάληρον οἱ ἀξιωματικοὶ τοῦ ἰταλικοῦ εὐδρόμου «Εὐρυδίκη», προσκληθέντες ὑπὸ τῆς ἐπιτροπῆς. Τὰ πλήρωματα τοῦ εὐδρόμου ἐπίσης θὰ ἔχωσι θέσεις εἰς τὴν ἑορτήν. Ὁ ὑπασπιστὴς τοῦ κ. Ὑπουργοῦ ἀνεκοίνωσε τοῖς τῆς ἐπιτροπῆς τὴν ἀποδοχήν. Ὁ Διευθυντὴς τῆς ἐπιτροπῆς κ. Λομβάρδος καὶ ὁ κ. Ι. Δ. Αιδίνου. (834, 355, 1066, 439)
ad-note: Πωλοῦνται καὶ τὰ σκεύη. (1375, 889, 1505, 900)
article-headline: Η ΚΥΚΛΩΣΙΣ ΤΟΥ ΜΟΥΚΔΕΝ (616, 110, 796, 123)
dateline: ΛΟΝΔΙΝΟΝ, 7 Αὐγούστου. (600, 128, 762, 139)
article-headline: Ο ΠΡΟΞΕΝΟΣ ΤΣΑΚΑΣΗΣ (627, 961, 785, 975)
article-headline: ΤΟ ΠΡΟΣΑΡΑΞΑΝ ΓΑΛΛΙΚΟΝ (371, 707, 553, 721)
article-subheadline: ΤΟΥ ΑΛΕΞ. ΜΑΥΡΟΚΟΡΔΑΤΟΥ (612, 475, 800, 489)
article-subheadline: Τὸ ψάρι τῆς Κάρλας (885, 667, 1015, 680)
article-headline: ΤΟ ΕΠΙΣΙΤΙΣΜΟΝ ΤΟΥ ΣΤΡΑΤΟΥ (1092, 761, 1296, 775)
article-subheadline: ΥΠΕΡ ΤΟΥ ΕΘΝΙΚΟΥ ΣΤΟΛΟΥ (858, 192, 1042, 206)
article-headline: ΤΑ ΟΣΤΑ (655, 447, 757, 470)
article-headline: ΓΝΩΣΤΟΠΟΙΗΣΙΣ (102, 940, 334, 962)
dateline: ΠΥΡΓΟΣ 7 Αὐγούστου (1088, 560, 1198, 571)
dateline: ΛΟΝΔΙΝΟΝ, 7 Αὐγούστου. (356, 344, 518, 355)
article-subheadline: Νυκτεριναὶ τέρψεις (1129, 183, 1259, 197)
ad-text: ἀπὸ 1ης Σεπτεμβρίου εἰς τὴν αὐτὴν ὁδὸν ἀριθ. 43 ἔναντι «Ἀρσακείου» ἐκποιεῖ τὰ ἐν αὐτῷ ὑποδήματα μὲ πραγματικὴν ἔκπτωσιν (1329, 828, 1542, 863)
article-subheadline: ΔΙΑ ΤΟ ΜΟΥΣΕΙΟΝ ΤΩΝ ΔΕΛΦΩΝ (1089, 302, 1299, 316)
article-headline: ΕΠΑΝΟΔΟΣ ΥΠΟΥΡΓΩΝ (631, 351, 781, 365)
